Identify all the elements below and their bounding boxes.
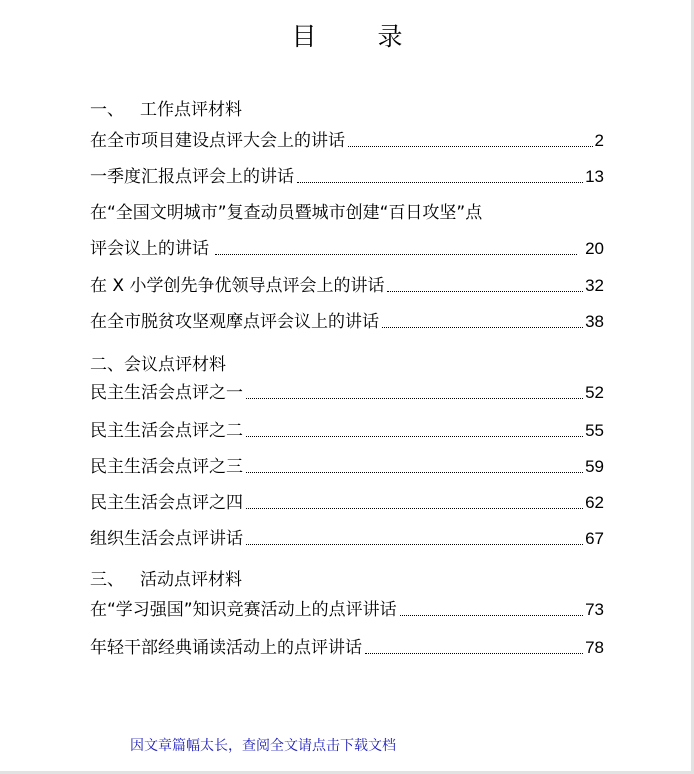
- toc-entry-title: 组织生活会点评讲话: [90, 529, 243, 549]
- toc-page-number: 62: [585, 493, 604, 512]
- toc-entry-title: 民主生活会点评之一: [90, 383, 243, 403]
- section-number: 三、: [90, 570, 124, 590]
- section-label: 工作点评材料: [140, 100, 242, 120]
- toc-entry-title: 在“全国文明城市”复查动员暨城市创建“百日攻坚”点: [90, 203, 483, 223]
- toc-entry-title: 在全市脱贫攻坚观摩点评会议上的讲话: [90, 312, 379, 332]
- dot-leader: [246, 472, 583, 473]
- toc-entry-title: 在 X 小学创先争优领导点评会上的讲话: [90, 276, 385, 296]
- toc-entry-title: 在“学习强国”知识竞赛活动上的点评讲话: [90, 600, 397, 620]
- toc-entry-title: 民主生活会点评之四: [90, 493, 243, 513]
- dot-leader: [400, 615, 583, 616]
- section-label: 会议点评材料: [124, 355, 226, 375]
- toc-entry[interactable]: [90, 379, 604, 407]
- toc-entry-title: 民主生活会点评之二: [90, 421, 243, 441]
- toc-entry-title: 年轻干部经典诵读活动上的点评讲话: [90, 638, 362, 658]
- section-heading-1: [90, 96, 242, 124]
- dot-leader: [348, 146, 593, 147]
- toc-entry[interactable]: [90, 417, 604, 445]
- section-label: 活动点评材料: [140, 570, 242, 590]
- section-number: 一、: [90, 100, 124, 120]
- toc-entry[interactable]: [90, 634, 604, 662]
- dot-leader: [387, 291, 583, 292]
- toc-page-number: 52: [585, 383, 604, 402]
- toc-entry[interactable]: [90, 308, 604, 336]
- toc-page-number: 2: [594, 131, 604, 150]
- toc-entry-title: 民主生活会点评之三: [90, 457, 243, 477]
- dot-leader: [365, 653, 583, 654]
- dot-leader: [246, 544, 583, 545]
- dot-leader: [382, 327, 583, 328]
- download-notice-link[interactable]: 因文章篇幅太长，查阅全文请点击下载文档: [130, 738, 396, 754]
- toc-entry[interactable]: [90, 127, 604, 155]
- toc-page-number: 67: [585, 529, 604, 548]
- dot-leader: [246, 508, 583, 509]
- toc-page-number: 55: [585, 421, 604, 440]
- toc-entry[interactable]: [90, 525, 604, 553]
- dot-leader: [246, 436, 583, 437]
- toc-entry[interactable]: [90, 199, 604, 263]
- toc-entry[interactable]: [90, 596, 604, 624]
- toc-entry[interactable]: [90, 163, 604, 191]
- toc-page-number: 59: [585, 457, 604, 476]
- toc-entry[interactable]: [90, 489, 604, 517]
- section-number: 二、: [90, 355, 124, 375]
- toc-page-number: 73: [585, 600, 604, 619]
- document-title: 目 录: [291, 22, 421, 51]
- toc-page-number: 78: [585, 638, 604, 657]
- dot-leader: [215, 254, 577, 255]
- dot-leader: [246, 398, 583, 399]
- toc-entry[interactable]: [90, 453, 604, 481]
- section-heading-3: [90, 566, 242, 594]
- toc-page-number: 32: [585, 276, 604, 295]
- toc-entry-title: 在全市项目建设点评大会上的讲话: [90, 131, 345, 151]
- dot-leader: [297, 182, 583, 183]
- toc-page-number: 13: [585, 167, 604, 186]
- toc-entry-title: 一季度汇报点评会上的讲话: [90, 167, 294, 187]
- toc-page-number: 38: [585, 312, 604, 331]
- section-heading-2: [90, 351, 226, 379]
- toc-page-number: 20: [585, 239, 604, 258]
- toc-entry[interactable]: [90, 272, 604, 300]
- toc-entry-title-continued: 评会议上的讲话: [90, 239, 209, 259]
